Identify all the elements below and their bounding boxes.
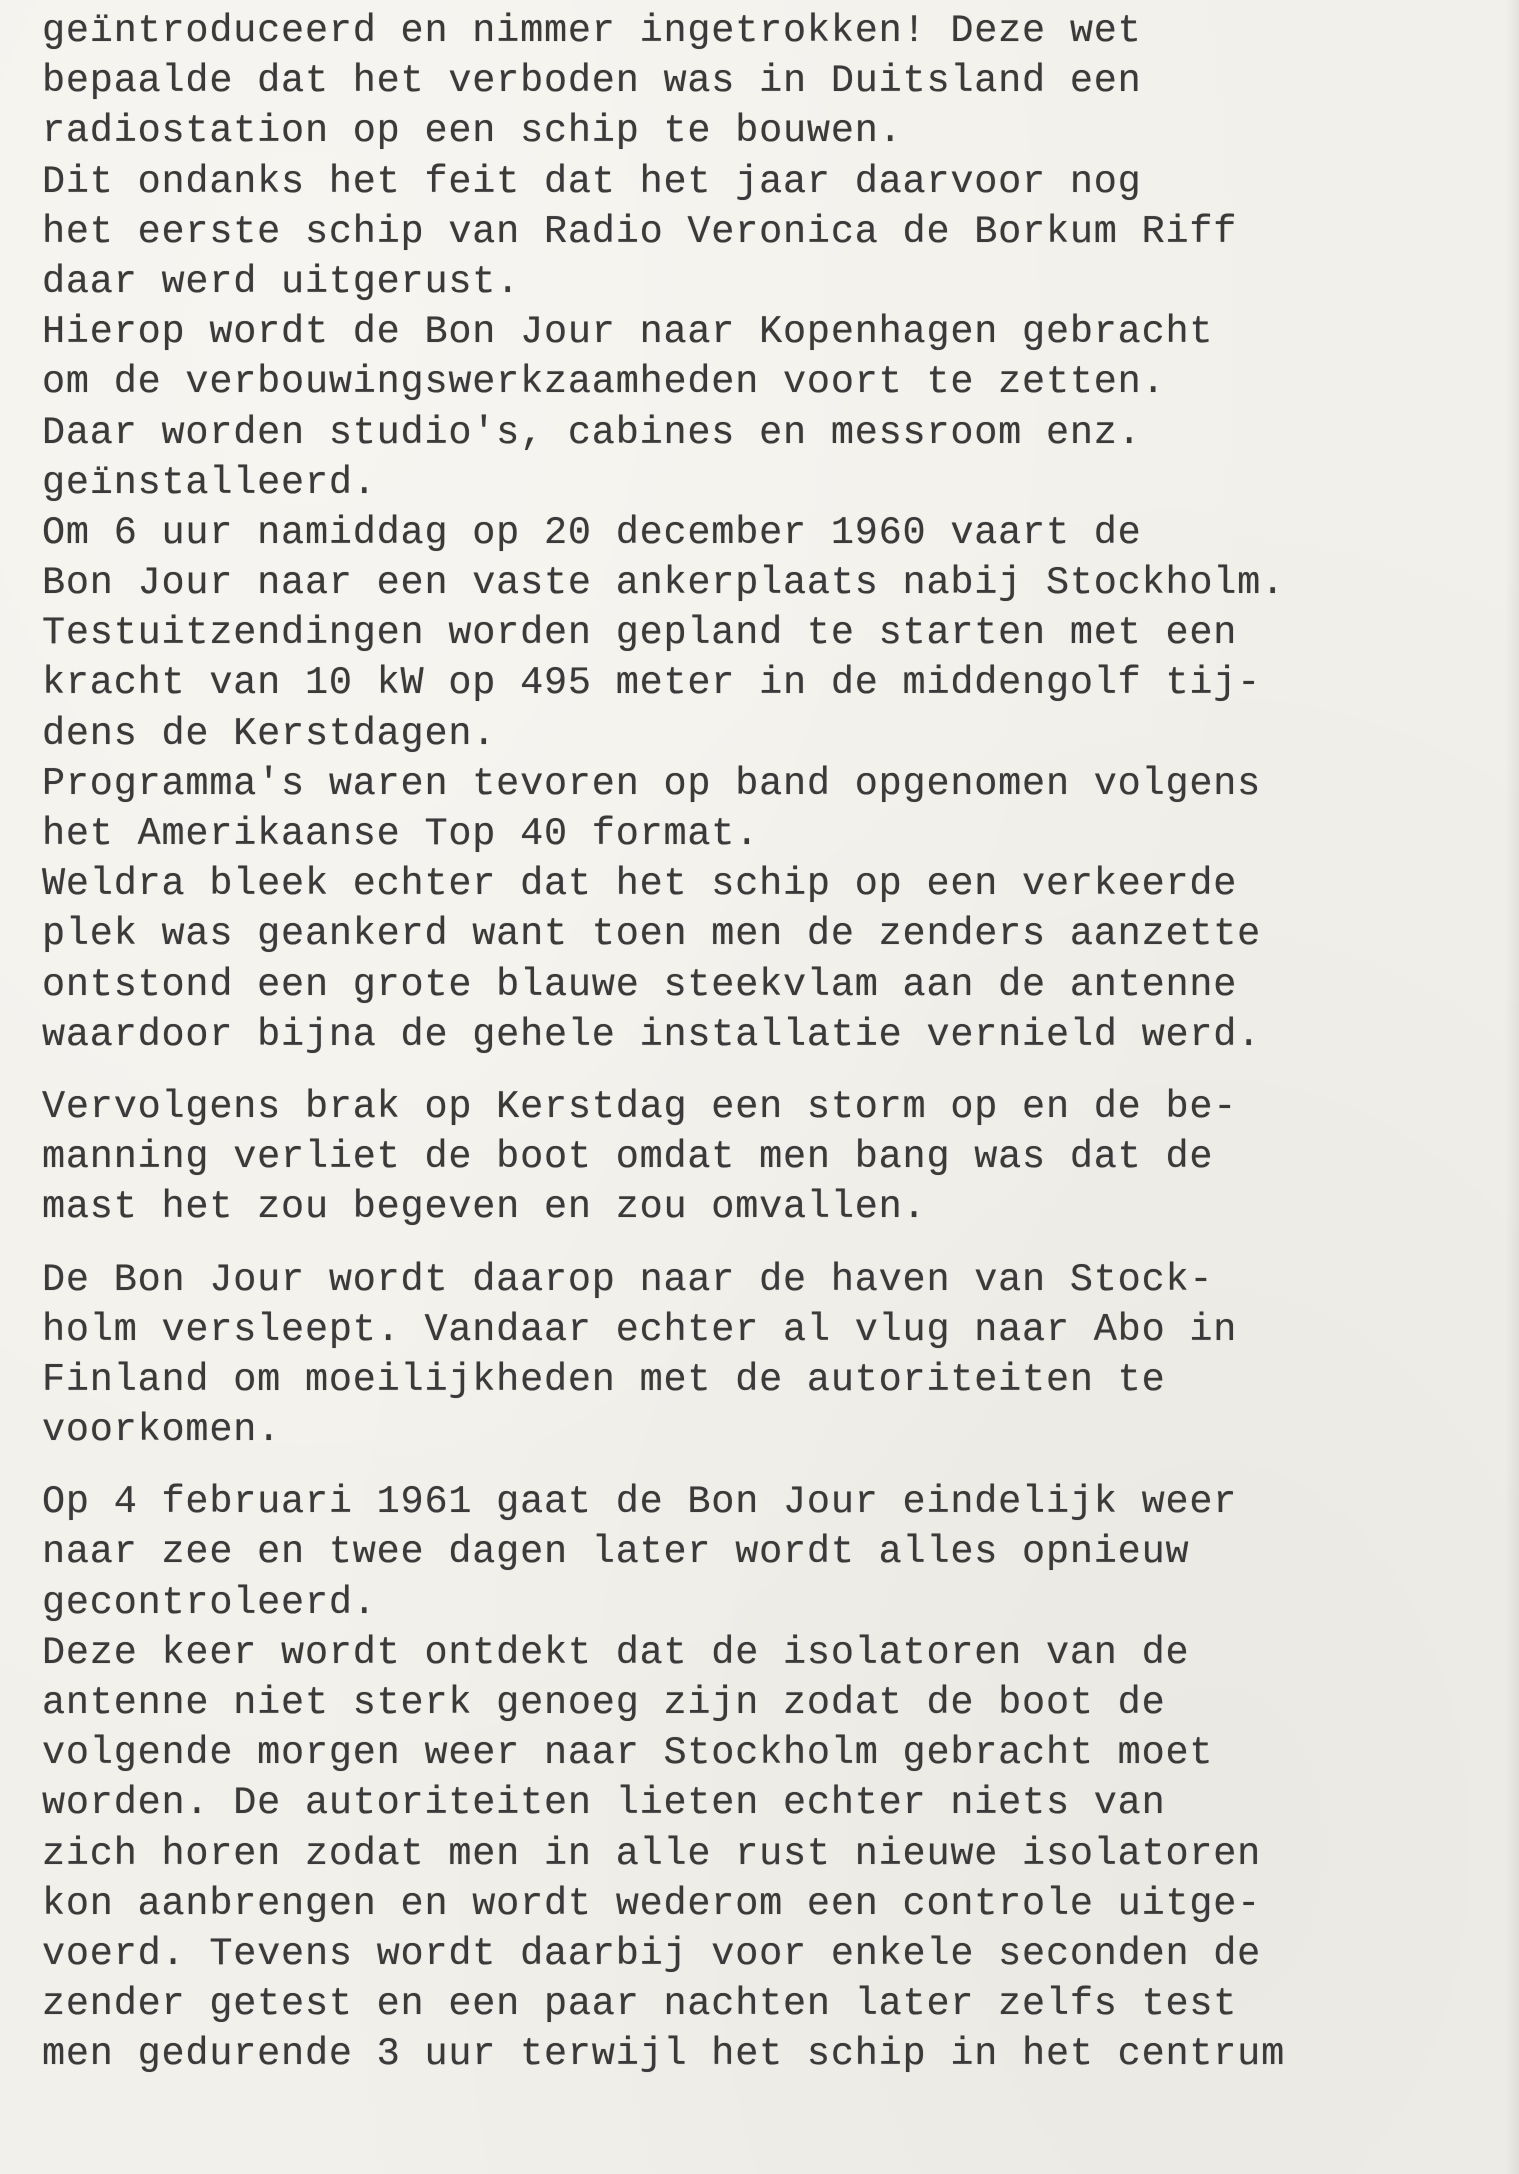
text-line: Programma's waren tevoren op band opgenomen volgens xyxy=(42,761,1262,806)
text-line: daar werd uitgerust. xyxy=(42,259,521,304)
paragraph-2 xyxy=(42,1082,1502,1233)
page-edge-shadow xyxy=(1505,0,1519,2174)
text-line: geïntroduceerd en nimmer ingetrokken! Deze wet xyxy=(42,9,1142,53)
paragraph-4 xyxy=(42,1477,1502,2079)
document-body xyxy=(42,6,1502,2080)
text-line: antenne niet sterk genoeg zijn zodat de boot de xyxy=(42,1681,1166,1725)
text-line: worden. De autoriteiten lieten echter niets van xyxy=(42,1781,1166,1826)
text-line: Weldra bleek echter dat het schip op een verkeerde xyxy=(42,862,1238,907)
text-line: voerd. Tevens wordt daarbij voor enkele seconden de xyxy=(42,1931,1262,1976)
text-line: om de verbouwingswerkzaamheden voort te zetten. xyxy=(42,360,1166,405)
text-line: volgende morgen weer naar Stockholm gebracht moet xyxy=(42,1731,1214,1776)
paragraph-3 xyxy=(42,1255,1502,1456)
paragraph-spacer xyxy=(42,1455,1502,1477)
text-line: ontstond een grote blauwe steekvlam aan de antenne xyxy=(42,962,1238,1007)
text-line: mast het zou begeven en zou omvallen. xyxy=(42,1185,927,1230)
text-line: dens de Kerstdagen. xyxy=(42,711,497,756)
paragraph-1 xyxy=(42,6,1502,1060)
text-line: zender getest en een paar nachten later zelfs test xyxy=(42,1982,1238,2027)
text-line: gecontroleerd. xyxy=(42,1580,377,1625)
text-line: Daar worden studio's, cabines en messroom enz. xyxy=(42,410,1142,455)
text-line: zich horen zodat men in alle rust nieuwe isolatoren xyxy=(42,1831,1262,1876)
text-line: Dit ondanks het feit dat het jaar daarvoor nog xyxy=(42,159,1142,204)
text-line: Vervolgens brak op Kerstdag een storm op en de be- xyxy=(42,1084,1238,1129)
paragraph-spacer xyxy=(42,1233,1502,1255)
text-line: radiostation op een schip te bouwen. xyxy=(42,109,903,154)
text-line: waardoor bijna de gehele installatie vernield werd. xyxy=(42,1012,1262,1057)
text-line: Testuitzendingen worden gepland te starten met een xyxy=(42,611,1238,656)
text-line: holm versleept. Vandaar echter al vlug naar Abo in xyxy=(42,1307,1238,1352)
text-line: plek was geankerd want toen men de zenders aanzette xyxy=(42,912,1262,957)
paragraph-spacer xyxy=(42,1060,1502,1082)
text-line: Bon Jour naar een vaste ankerplaats nabij Stockholm. xyxy=(42,561,1285,606)
text-line: kon aanbrengen en wordt wederom een controle uitge- xyxy=(42,1881,1262,1926)
text-line: Hierop wordt de Bon Jour naar Kopenhagen gebracht xyxy=(42,310,1214,355)
text-line: Om 6 uur namiddag op 20 december 1960 vaart de xyxy=(42,510,1142,555)
text-line: men gedurende 3 uur terwijl het schip in het centrum xyxy=(42,2032,1285,2077)
text-line: Op 4 februari 1961 gaat de Bon Jour eindelijk weer xyxy=(42,1480,1238,1525)
text-line: voorkomen. xyxy=(42,1408,282,1453)
text-line: het Amerikaanse Top 40 format. xyxy=(42,812,760,856)
text-line: Finland om moeilijkheden met de autoriteiten te xyxy=(42,1357,1166,1402)
text-line: Deze keer wordt ontdekt dat de isolatoren van de xyxy=(42,1630,1190,1675)
text-line: naar zee en twee dagen later wordt alles opnieuw xyxy=(42,1530,1190,1575)
text-line: manning verliet de boot omdat men bang was dat de xyxy=(42,1135,1214,1180)
text-line: De Bon Jour wordt daarop naar de haven van Stock- xyxy=(42,1257,1214,1302)
text-line: geïnstalleerd. xyxy=(42,460,377,505)
text-line: bepaalde dat het verboden was in Duitsland een xyxy=(42,59,1142,104)
text-line: kracht van 10 kW op 495 meter in de middengolf tij- xyxy=(42,661,1262,706)
text-line: het eerste schip van Radio Veronica de Borkum Riff xyxy=(42,209,1238,254)
